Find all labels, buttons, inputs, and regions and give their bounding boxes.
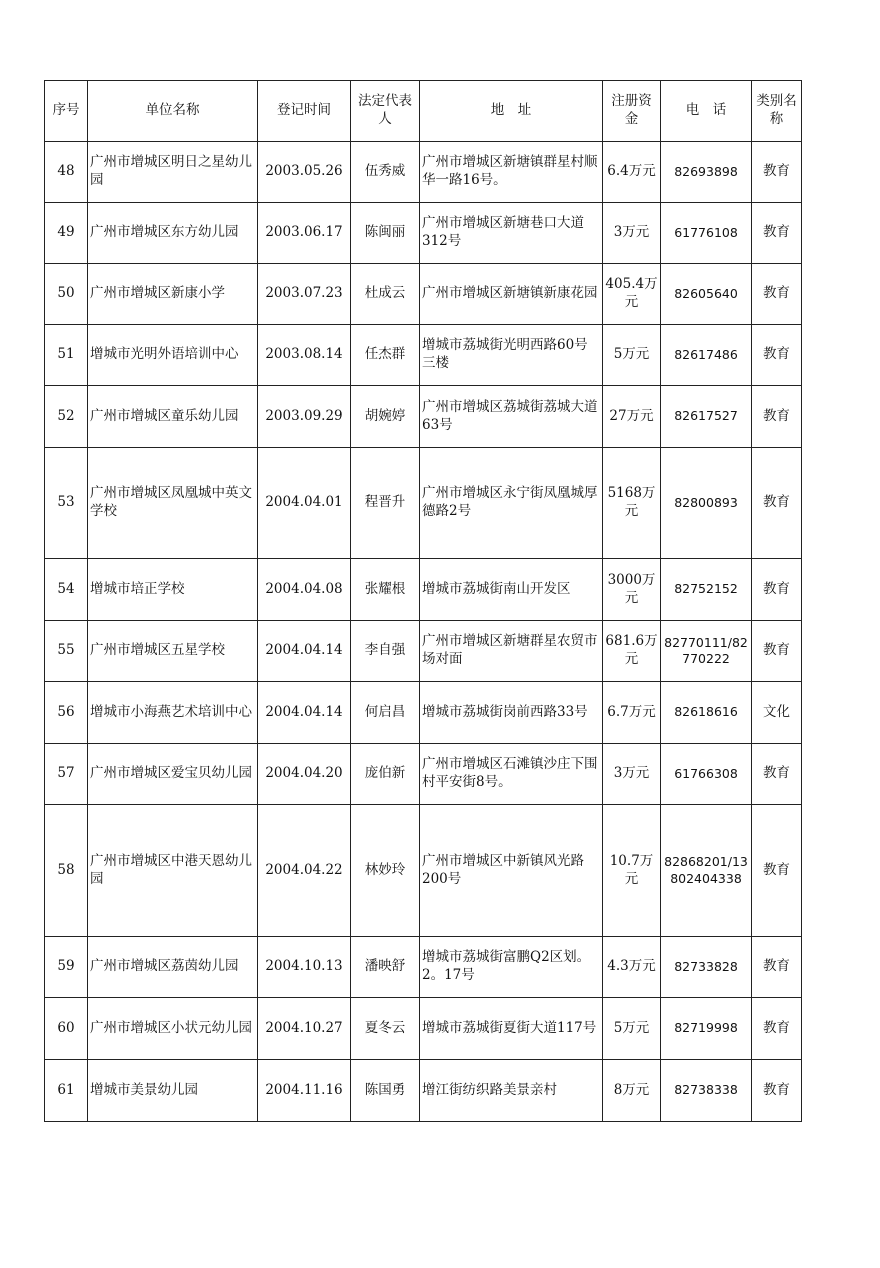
cell-date: 2004.10.13 (258, 937, 351, 998)
cell-rep: 庞伯新 (351, 744, 420, 805)
cell-capital: 5万元 (603, 998, 661, 1060)
cell-capital: 8万元 (603, 1060, 661, 1122)
cell-rep: 胡婉婷 (351, 386, 420, 448)
cell-rep: 张耀根 (351, 559, 420, 621)
cell-name: 广州市增城区五星学校 (88, 621, 258, 682)
cell-no: 55 (45, 621, 88, 682)
header-tel: 电 话 (661, 81, 752, 142)
table-row (45, 805, 802, 937)
cell-no: 49 (45, 203, 88, 264)
cell-tel (661, 621, 752, 682)
cell-name: 广州市增城区新康小学 (88, 264, 258, 325)
cell-addr: 广州市增城区新塘巷口大道312号 (420, 203, 603, 264)
cell-rep: 陈国勇 (351, 1060, 420, 1122)
cell-category: 教育 (752, 325, 802, 386)
cell-tel: 82617486 (661, 325, 752, 386)
cell-rep: 林妙玲 (351, 805, 420, 937)
table-body (45, 142, 802, 1122)
cell-rep: 任杰群 (351, 325, 420, 386)
header-addr: 地 址 (420, 81, 603, 142)
table-row (45, 264, 802, 325)
cell-no: 56 (45, 682, 88, 744)
cell-capital: 6.4万元 (603, 142, 661, 203)
cell-name: 广州市增城区小状元幼儿园 (88, 998, 258, 1060)
cell-addr: 增城市荔城街光明西路60号三楼 (420, 325, 603, 386)
cell-rep: 夏冬云 (351, 998, 420, 1060)
tel-text: 82868201/13802404338 (664, 854, 748, 886)
cell-name: 增城市美景幼儿园 (88, 1060, 258, 1122)
cell-date: 2004.04.20 (258, 744, 351, 805)
cell-no: 57 (45, 744, 88, 805)
cell-rep: 何启昌 (351, 682, 420, 744)
cell-no: 53 (45, 448, 88, 559)
cell-rep: 陈闽丽 (351, 203, 420, 264)
table-header (45, 81, 802, 142)
cell-date: 2003.08.14 (258, 325, 351, 386)
cell-name: 广州市增城区明日之星幼儿园 (88, 142, 258, 203)
cell-addr: 广州市增城区荔城街荔城大道63号 (420, 386, 603, 448)
cell-category: 教育 (752, 203, 802, 264)
cell-category: 教育 (752, 386, 802, 448)
table-row (45, 203, 802, 264)
header-no: 序号 (45, 81, 88, 142)
cell-addr: 广州市增城区新塘群星农贸市场对面 (420, 621, 603, 682)
cell-addr: 增城市荔城街岗前西路33号 (420, 682, 603, 744)
cell-capital: 681.6万元 (603, 621, 661, 682)
cell-tel: 82800893 (661, 448, 752, 559)
registry-table (44, 80, 802, 1122)
cell-name: 广州市增城区童乐幼儿园 (88, 386, 258, 448)
header-category: 类别名称 (752, 81, 802, 142)
cell-date: 2004.04.08 (258, 559, 351, 621)
cell-name: 广州市增城区中港天恩幼儿园 (88, 805, 258, 937)
cell-date: 2004.04.22 (258, 805, 351, 937)
cell-category: 教育 (752, 1060, 802, 1122)
cell-rep: 伍秀威 (351, 142, 420, 203)
table-row (45, 621, 802, 682)
tel-text: 82770111/82770222 (664, 634, 748, 666)
cell-capital: 4.3万元 (603, 937, 661, 998)
cell-capital: 5万元 (603, 325, 661, 386)
cell-no: 59 (45, 937, 88, 998)
cell-addr: 广州市增城区新塘镇新康花园 (420, 264, 603, 325)
cell-category: 教育 (752, 142, 802, 203)
cell-date: 2004.04.14 (258, 621, 351, 682)
header-capital: 注册资金 (603, 81, 661, 142)
cell-rep: 程晋升 (351, 448, 420, 559)
cell-name: 广州市增城区凤凰城中英文学校 (88, 448, 258, 559)
cell-capital: 5168万元 (603, 448, 661, 559)
cell-capital: 27万元 (603, 386, 661, 448)
cell-addr: 广州市增城区新塘镇群星村顺华一路16号。 (420, 142, 603, 203)
cell-tel: 82738338 (661, 1060, 752, 1122)
cell-tel: 82605640 (661, 264, 752, 325)
cell-name: 广州市增城区爱宝贝幼儿园 (88, 744, 258, 805)
cell-capital: 6.7万元 (603, 682, 661, 744)
cell-addr: 广州市增城区石滩镇沙庄下围村平安街8号。 (420, 744, 603, 805)
cell-tel: 61766308 (661, 744, 752, 805)
table-row (45, 1060, 802, 1122)
cell-name: 广州市增城区东方幼儿园 (88, 203, 258, 264)
header-rep: 法定代表人 (351, 81, 420, 142)
cell-date: 2003.06.17 (258, 203, 351, 264)
cell-name: 增城市小海燕艺术培训中心 (88, 682, 258, 744)
cell-no: 58 (45, 805, 88, 937)
table-row (45, 325, 802, 386)
cell-capital: 3万元 (603, 203, 661, 264)
cell-date: 2004.04.14 (258, 682, 351, 744)
cell-category: 教育 (752, 998, 802, 1060)
cell-no: 54 (45, 559, 88, 621)
cell-capital: 10.7万元 (603, 805, 661, 937)
table-row (45, 937, 802, 998)
cell-tel: 61776108 (661, 203, 752, 264)
cell-category: 教育 (752, 937, 802, 998)
header-name: 单位名称 (88, 81, 258, 142)
cell-category: 教育 (752, 805, 802, 937)
cell-category: 教育 (752, 621, 802, 682)
cell-date: 2004.10.27 (258, 998, 351, 1060)
cell-no: 51 (45, 325, 88, 386)
cell-category: 教育 (752, 264, 802, 325)
cell-tel: 82693898 (661, 142, 752, 203)
cell-name: 增城市培正学校 (88, 559, 258, 621)
header-date: 登记时间 (258, 81, 351, 142)
cell-no: 50 (45, 264, 88, 325)
cell-date: 2004.11.16 (258, 1060, 351, 1122)
cell-date: 2003.05.26 (258, 142, 351, 203)
cell-category: 教育 (752, 744, 802, 805)
cell-no: 61 (45, 1060, 88, 1122)
table-row (45, 744, 802, 805)
table-row (45, 682, 802, 744)
cell-capital: 405.4万元 (603, 264, 661, 325)
cell-addr: 增城市荔城街南山开发区 (420, 559, 603, 621)
cell-category: 文化 (752, 682, 802, 744)
cell-category: 教育 (752, 559, 802, 621)
table-row (45, 448, 802, 559)
cell-capital: 3万元 (603, 744, 661, 805)
cell-name: 广州市增城区荔茵幼儿园 (88, 937, 258, 998)
cell-category: 教育 (752, 448, 802, 559)
cell-addr: 广州市增城区永宁街凤凰城厚德路2号 (420, 448, 603, 559)
cell-name: 增城市光明外语培训中心 (88, 325, 258, 386)
cell-no: 48 (45, 142, 88, 203)
cell-addr: 增城市荔城街夏街大道117号 (420, 998, 603, 1060)
table-row (45, 998, 802, 1060)
cell-tel: 82618616 (661, 682, 752, 744)
table-row (45, 386, 802, 448)
cell-date: 2003.09.29 (258, 386, 351, 448)
cell-tel: 82752152 (661, 559, 752, 621)
cell-tel: 82719998 (661, 998, 752, 1060)
cell-rep: 杜成云 (351, 264, 420, 325)
cell-tel (661, 805, 752, 937)
cell-tel: 82617527 (661, 386, 752, 448)
cell-addr: 增江街纺织路美景亲村 (420, 1060, 603, 1122)
cell-no: 60 (45, 998, 88, 1060)
cell-tel: 82733828 (661, 937, 752, 998)
cell-rep: 李自强 (351, 621, 420, 682)
table-row (45, 142, 802, 203)
cell-capital: 3000万元 (603, 559, 661, 621)
table-row (45, 559, 802, 621)
cell-addr: 增城市荔城街富鹏Q2区划。2。17号 (420, 937, 603, 998)
cell-no: 52 (45, 386, 88, 448)
cell-rep: 潘映舒 (351, 937, 420, 998)
cell-date: 2004.04.01 (258, 448, 351, 559)
cell-addr: 广州市增城区中新镇风光路200号 (420, 805, 603, 937)
cell-date: 2003.07.23 (258, 264, 351, 325)
header-row (45, 81, 802, 142)
